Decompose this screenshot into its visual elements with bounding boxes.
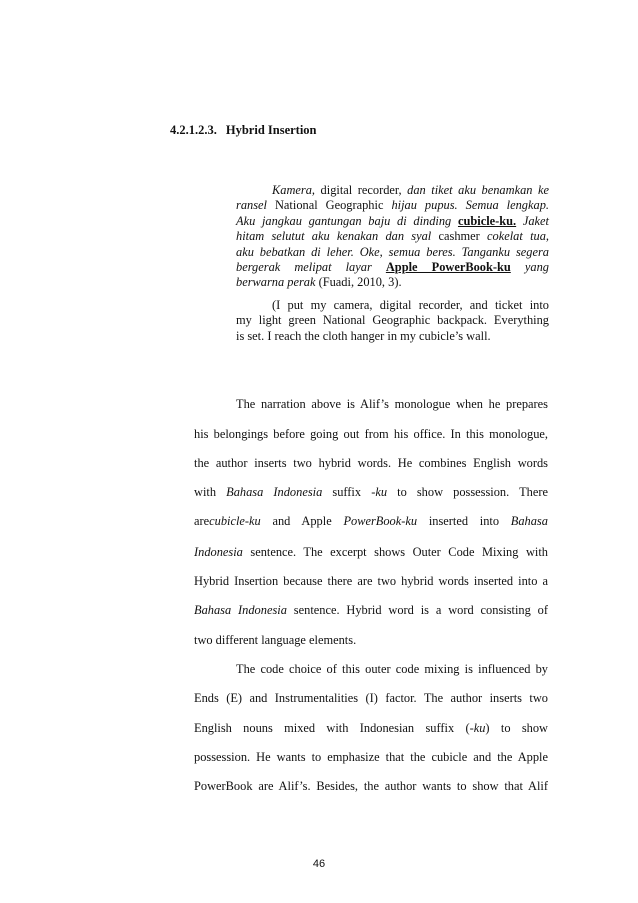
section-heading [170, 121, 550, 139]
quote-line [236, 260, 549, 275]
quote-line [236, 275, 549, 290]
quote-emphasis-cubicle: cubicle-ku. [457, 213, 517, 228]
body-fragment: English nouns mixed with Indonesian suffix ( [194, 721, 470, 735]
body-fragment: Bahasa Indonesia [226, 485, 323, 499]
body-fragment: -ku [371, 485, 388, 499]
body-fragment: with [194, 485, 217, 499]
quote-fragment: hitam selutut aku kenakan dan syal [236, 229, 432, 244]
quote-line [236, 198, 549, 213]
body-line [194, 545, 548, 560]
quote-fragment: aku bebatkan di leher. Oke, semua beres. Tanganku segera [236, 244, 549, 259]
quote-fragment: dan tiket aku benamkan ke [407, 183, 549, 197]
quote-line [236, 214, 549, 229]
body-fragment: Indonesia [194, 545, 243, 559]
body-fragment: are [194, 514, 210, 528]
quote-line [236, 245, 549, 260]
quote-line [236, 229, 549, 244]
body-line: two different language elements. [194, 633, 357, 647]
body-fragment: sentence. The excerpt shows Outer Code Mixing with [250, 545, 548, 559]
quote-fragment: bergerak melipat layar [236, 260, 372, 275]
body-line: Ends (E) and Instrumentalities (I) factor. The author inserts two [194, 691, 548, 705]
body-line [194, 485, 548, 500]
body-fragment: and Apple [272, 514, 332, 528]
body-fragment: to show possession. There [397, 485, 548, 499]
translation-line: my light green National Geographic backpack. Everything [236, 313, 549, 328]
quote-fragment: ransel [236, 198, 267, 213]
body-fragment: Bahasa Indonesia [194, 603, 287, 617]
body-line: The code choice of this outer code mixing is influenced by [236, 662, 548, 676]
quote-emphasis-powerbook: Apple PowerBook-ku [385, 260, 511, 275]
quote-fragment: National Geographic [266, 198, 392, 213]
quote-fragment: Jaket [522, 213, 549, 228]
english-translation-block [236, 298, 549, 344]
quote-fragment: Aku jangkau gantungan baju di dinding [236, 213, 452, 228]
body-line [194, 721, 548, 736]
body-line: his belongings before going out from his office. In this monologue, [194, 427, 548, 441]
section-number: 4.2.1.2.3. [170, 123, 217, 137]
body-line: the author inserts two hybrid words. He combines English words [194, 456, 548, 470]
body-fragment: cubicle-ku [209, 514, 261, 528]
quote-fragment: cokelat tua, [487, 229, 550, 244]
quote-citation: (Fuadi, 2010, 3). [315, 275, 402, 290]
quote-fragment: Kamera, [272, 183, 316, 197]
translation-line: is set. I reach the cloth hanger in my cubicle’s wall. [236, 328, 491, 343]
body-line [194, 603, 548, 618]
translation-line: (I put my camera, digital recorder, and ticket into [272, 298, 549, 312]
indonesian-quote-block [236, 183, 549, 291]
body-line [194, 514, 548, 529]
body-fragment: inserted into [428, 514, 500, 528]
quote-fragment: yang [524, 260, 549, 275]
body-line: PowerBook are Alif’s. Besides, the author wants to show that Alif [194, 779, 548, 793]
section-title: Hybrid Insertion [225, 123, 317, 137]
body-fragment: -ku [469, 721, 486, 735]
quote-fragment: hijau pupus. Semua lengkap. [391, 198, 549, 213]
body-line: Hybrid Insertion because there are two hybrid words inserted into a [194, 574, 548, 588]
quote-fragment: berwarna perak [236, 275, 316, 290]
page-number: 46 [312, 858, 326, 870]
quote-fragment: digital recorder, [315, 183, 408, 197]
body-line: The narration above is Alif’s monologue when he prepares [236, 397, 548, 411]
quote-fragment: cashmer [431, 229, 488, 244]
body-line: possession. He wants to emphasize that the cubicle and the Apple [194, 750, 548, 764]
body-fragment: ) to show [485, 721, 548, 735]
body-fragment: sentence. Hybrid word is a word consisting of [293, 603, 548, 617]
body-fragment: suffix [332, 485, 362, 499]
body-fragment: Bahasa [510, 514, 548, 528]
quote-line [236, 183, 549, 198]
body-fragment: PowerBook-ku [343, 514, 418, 528]
